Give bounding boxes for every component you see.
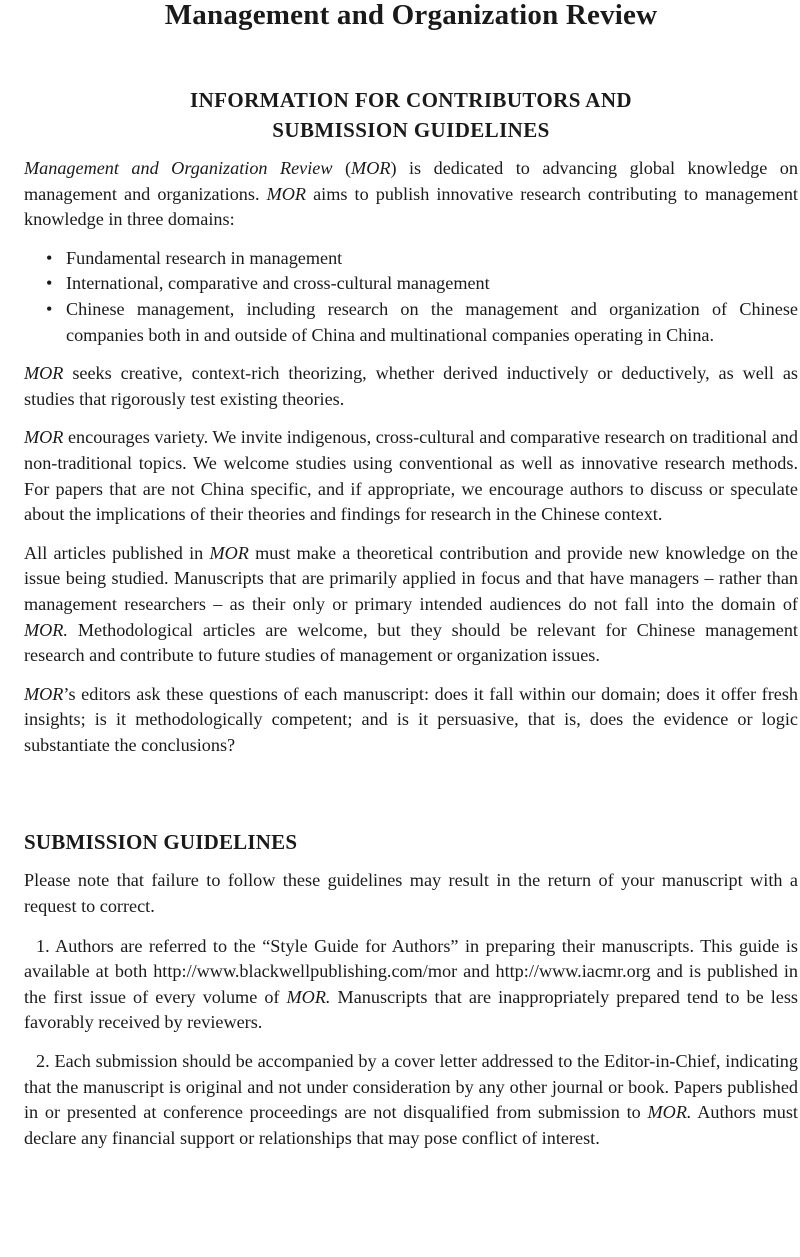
- list-item: • International, comparative and cross-cultural management: [46, 271, 798, 297]
- section-heading-line1: INFORMATION FOR CONTRIBUTORS AND: [190, 88, 632, 112]
- journal-name-italic: Management and Organization Review: [24, 158, 333, 178]
- contribution-paragraph: All articles published in MOR must make a theoretical contribution and provide new knowledge on the issue being studied. Manuscripts that are primarily applied in focus and that have managers – rather than management researchers – as their only or primary intended audiences do not fall into the domain of MOR. Methodological articles are welcome, but they should be relevant for Chinese management research and contribute to future studies of management or organization issues.: [24, 542, 798, 666]
- journal-title: Management and Organization Review: [164, 0, 658, 31]
- intro-paragraph: Management and Organization Review (MOR) is dedicated to advancing global knowledge on management and organizations. MOR aims to publish innovative research contributing to management knowledge in three domains:: [24, 158, 798, 230]
- submission-note: Please note that failure to follow these guidelines may result in the return of your manuscript with a request to correct.: [24, 870, 798, 917]
- section-heading-line2: SUBMISSION GUIDELINES: [272, 118, 550, 142]
- list-item: • Fundamental research in management: [46, 246, 798, 272]
- list-item: • Chinese management, including research on the management and organization of Chinese companies both in and outside of China and multinational companies operating in China.: [46, 297, 798, 348]
- submission-guidelines-heading: SUBMISSION GUIDELINES: [24, 830, 298, 855]
- guidelines-list: [24, 934, 798, 1152]
- theorizing-paragraph: MOR seeks creative, context-rich theorizing, whether derived inductively or deductively, as well as studies that rigorously test existing theories.: [24, 363, 798, 409]
- variety-paragraph: MOR encourages variety. We invite indigenous, cross-cultural and comparative research on traditional and non-traditional topics. We welcome studies using conventional as well as innovative research methods. For papers that are not China specific, and if appropriate, we encourage authors to discuss or speculate about the implications of their theories and findings for research in the Chinese context.: [24, 427, 798, 525]
- list-item: 1. Authors are referred to the “Style Guide for Authors” in preparing their manuscripts. This guide is available at both http://www.blackwellpublishing.com/mor and http://www.iacmr.org and is published in the first issue of every volume of MOR. Manuscripts that are inappropriately prepared tend to be less favorably received by reviewers.: [24, 935, 799, 1033]
- section-heading: [24, 85, 798, 145]
- document-page: [24, 0, 798, 1164]
- questions-paragraph: MOR’s editors ask these questions of each manuscript: does it fall within our domain; does it offer fresh insights; is it methodologically competent; and is it persuasive, that is, does the evidence or logic substantiate the conclusions?: [24, 683, 798, 755]
- domains-list: [46, 246, 798, 348]
- list-item: 2. Each submission should be accompanied by a cover letter addressed to the Editor-in-Chief, indicating that the manuscript is original and not under consideration by any other journal or book. Papers published in or presented at conference proceedings are not disqualified from submission to MOR. Authors must declare any financial support or relationships that may pose conflict of interest.: [24, 1051, 798, 1148]
